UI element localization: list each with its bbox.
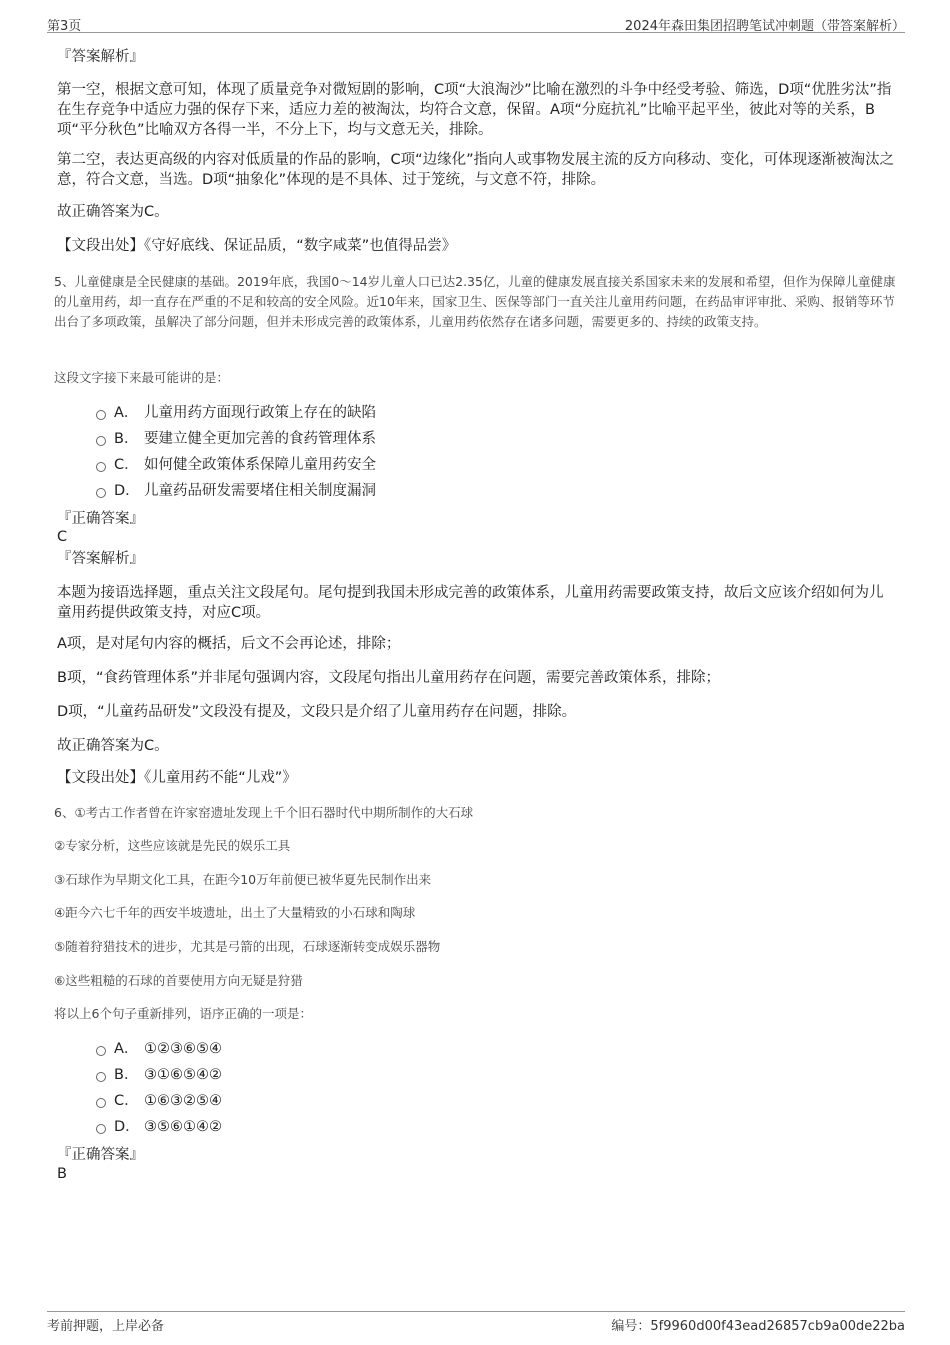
q6-question: 将以上6个句子重新排列，语序正确的一项是： — [54, 1006, 312, 1021]
q6-option-d[interactable]: D． ③⑤⑥①④② — [96, 1118, 222, 1138]
q5-option-c[interactable]: C． 如何健全政策体系保障儿童用药安全 — [96, 456, 376, 476]
q6-sentence: ③石球作为早期文化工具，在距今10万年前便已被华夏先民制作出来 — [54, 872, 432, 887]
radio-icon[interactable] — [96, 436, 106, 446]
radio-icon[interactable] — [96, 1072, 106, 1082]
q5-stem: 5、儿童健康是全民健康的基础。2019年底，我国0～14岁儿童人口已达2.35亿，儿童的健康发展直接关系国家未来的发展和希望，但作为保障儿童健康的儿童用药，却一直存在严重的不足和较高的安全风险。近10年来，国家卫生、医保等部门一直关注儿童用药问题，在药品审评审批、采购、报销等环节出台了多项政策，虽解决了部分问题，但并未形成完善的政策体系，儿童用药依然存在诸多问题，需要更多的、持续的政策支持。 — [54, 274, 896, 329]
q6-option-a[interactable]: A． ①②③⑥⑤④ — [96, 1040, 222, 1060]
q5-option-a[interactable]: A． 儿童用药方面现行政策上存在的缺陷 — [96, 404, 376, 424]
radio-icon[interactable] — [96, 488, 106, 498]
q5-answer-label: 『正确答案』 — [57, 511, 144, 527]
radio-icon[interactable] — [96, 462, 106, 472]
q5-answer: C — [57, 529, 68, 545]
radio-icon[interactable] — [96, 1046, 106, 1056]
q6-answer: B — [57, 1166, 67, 1182]
q5-option-d[interactable]: D． 儿童药品研发需要堵住相关制度漏洞 — [96, 482, 376, 502]
radio-icon[interactable] — [96, 1124, 106, 1134]
q6-answer-label: 『正确答案』 — [57, 1147, 144, 1163]
q4-analysis-paragraph-2: 第二空，表达更高级的内容对低质量的作品的影响，C项“边缘化”指向人或事物发展主流的反方向移动、变化，可体现逐渐被淘汰之意，符合文意，当选。D项“抽象化”体现的是不具体、过于笼统，与文意不符，排除。 — [57, 152, 895, 188]
q5-option-b[interactable]: B． 要建立健全更加完善的食药管理体系 — [96, 430, 376, 450]
radio-icon[interactable] — [96, 410, 106, 420]
q4-analysis-label: 『答案解析』 — [57, 49, 144, 65]
document-code: 编号：5f9960d00f43ead26857cb9a00de22ba — [611, 1319, 905, 1334]
q5-analysis-paragraph: D项，“儿童药品研发”文段没有提及，文段只是介绍了儿童用药存在问题，排除。 — [57, 704, 577, 720]
q4-analysis-paragraph-1: 第一空，根据文意可知，体现了质量竞争对微短剧的影响，C项“大浪淘沙”比喻在激烈的斗争中经受考验、筛选，D项“优胜劣汰”指在生存竞争中适应力强的保存下来，适应力差的被淘汰，均符合文意，保留。A项“分庭抗礼”比喻平起平坐，彼此对等的关系，B项“平分秋色”比喻双方各得一半，不分上下，均与文意无关，排除。 — [57, 82, 892, 138]
page-header — [47, 14, 905, 33]
q5-question: 这段文字接下来最可能讲的是： — [54, 370, 230, 385]
q5-source: 【文段出处】《儿童用药不能“儿戏”》 — [57, 770, 297, 786]
q6-sentence: ②专家分析，这些应该就是先民的娱乐工具 — [54, 838, 291, 853]
q4-source: 【文段出处】《守好底线、保证品质，“数字咸菜”也值得品尝》 — [57, 238, 457, 254]
q5-analysis-paragraph: A项，是对尾句内容的概括，后文不会再论述，排除； — [57, 636, 401, 652]
q5-conclusion: 故正确答案为C。 — [57, 738, 169, 754]
q6-option-b[interactable]: B． ③①⑥⑤④② — [96, 1066, 222, 1086]
page-number: 第3页 — [47, 19, 82, 34]
radio-icon[interactable] — [96, 1098, 106, 1108]
q5-analysis-paragraph: B项，“食药管理体系”并非尾句强调内容，文段尾句指出儿童用药存在问题，需要完善政策体系，排除； — [57, 670, 720, 686]
q5-analysis-paragraph: 本题为接语选择题，重点关注文段尾句。尾句提到我国未形成完善的政策体系，儿童用药需要政策支持，故后文应该介绍如何为儿童用药提供政策支持，对应C项。 — [57, 585, 884, 621]
q6-option-c[interactable]: C． ①⑥③②⑤④ — [96, 1092, 222, 1112]
footer-slogan: 考前押题，上岸必备 — [47, 1319, 165, 1334]
q6-sentence: 6、①考古工作者曾在许家窑遗址发现上千个旧石器时代中期所制作的大石球 — [54, 805, 474, 820]
q4-conclusion: 故正确答案为C。 — [57, 204, 169, 220]
q6-sentence: ⑤随着狩猎技术的进步，尤其是弓箭的出现，石球逐渐转变成娱乐器物 — [54, 939, 441, 954]
q6-sentence: ④距今六七千年的西安半坡遗址，出土了大量精致的小石球和陶球 — [54, 905, 416, 920]
document-title: 2024年森田集团招聘笔试冲刺题（带答案解析） — [624, 19, 905, 34]
q6-sentence: ⑥这些粗糙的石球的首要使用方向无疑是狩猎 — [54, 973, 303, 988]
page-footer — [47, 1311, 905, 1333]
q5-analysis-label: 『答案解析』 — [57, 551, 144, 567]
